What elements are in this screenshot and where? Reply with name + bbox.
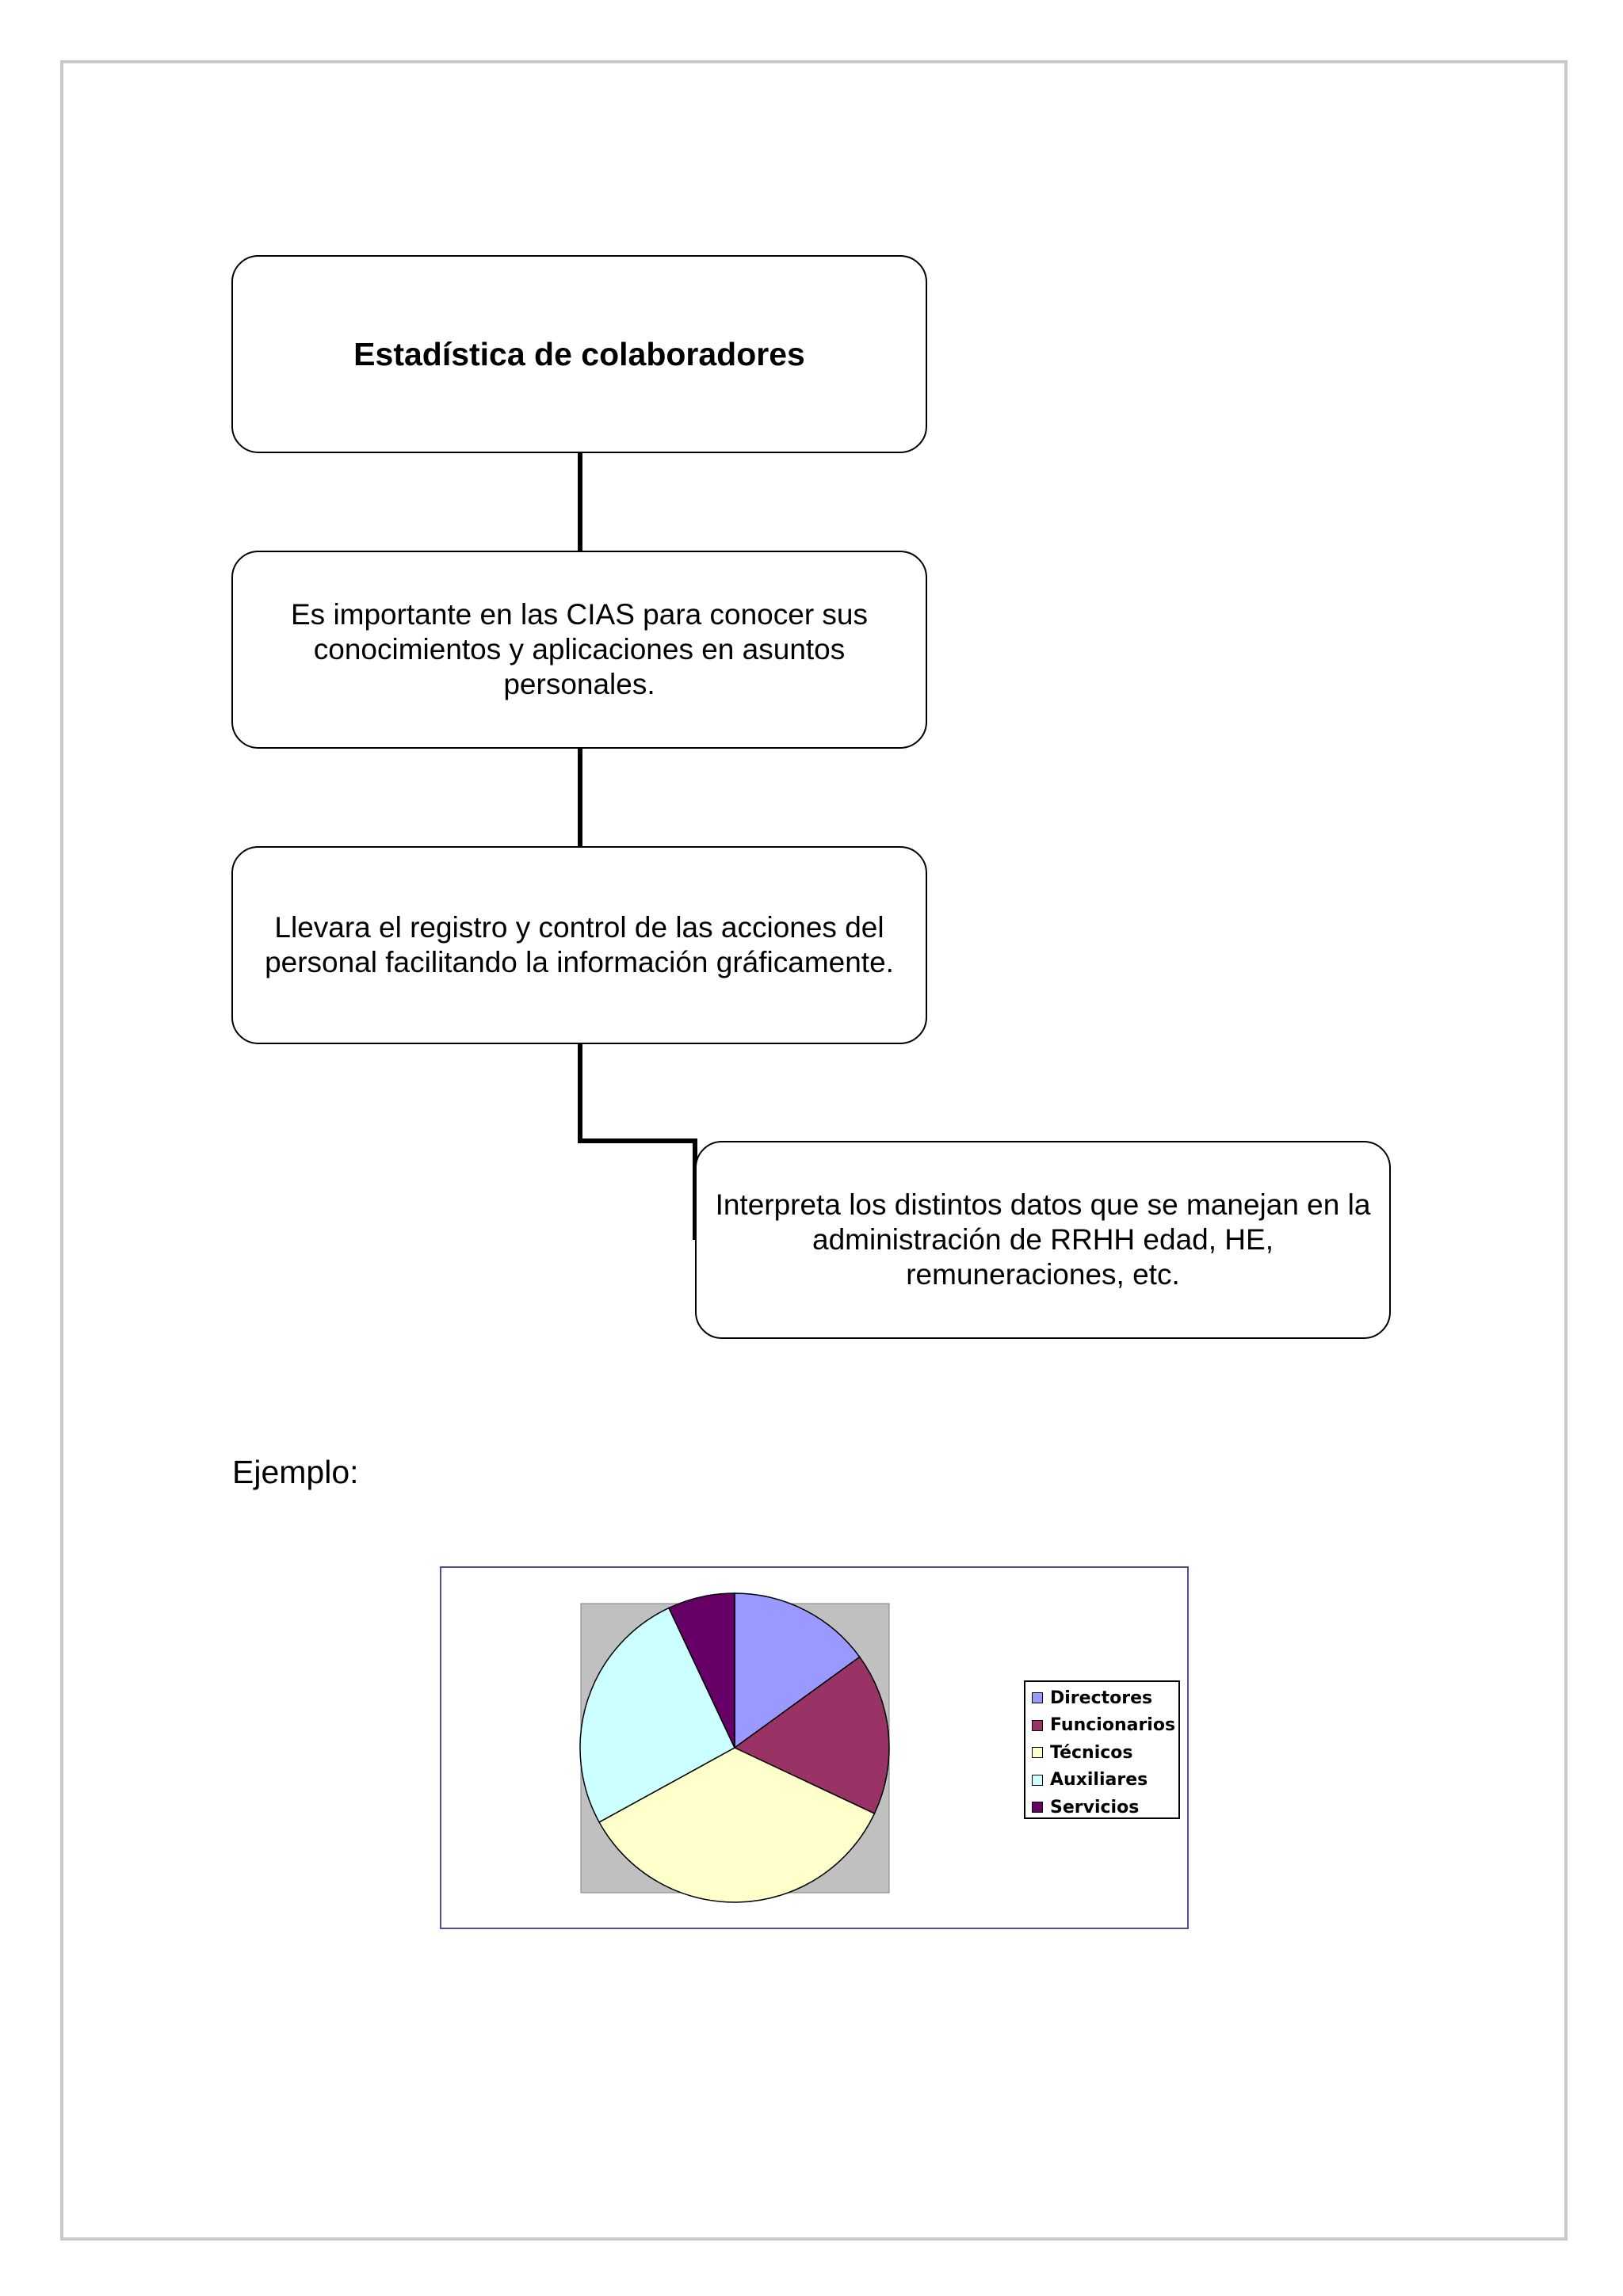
flowchart-node-importance (231, 551, 927, 749)
ejemplo-label: Ejemplo: (232, 1454, 359, 1490)
legend-swatch (1032, 1720, 1043, 1731)
legend-swatch (1032, 1747, 1043, 1758)
legend-item (1032, 1712, 1178, 1740)
legend-swatch (1032, 1692, 1043, 1703)
legend-label: Directores (1050, 1688, 1153, 1708)
flowchart-node-registro (231, 846, 927, 1044)
node-title-text: Estadística de colaboradores (353, 336, 805, 372)
legend-swatch (1032, 1775, 1043, 1786)
legend-label: Servicios (1050, 1797, 1140, 1817)
legend-item (1032, 1739, 1178, 1767)
node-interpreta-text: Interpreta los distintos datos que se manejan en la administración de RRHH edad, HE, remuneraciones, etc. (715, 1188, 1371, 1291)
legend-label: Auxiliares (1050, 1770, 1148, 1791)
flowchart-node-interpreta (695, 1141, 1391, 1339)
legend-item (1032, 1684, 1178, 1712)
legend-label: Funcionarios (1050, 1715, 1176, 1736)
pie-chart-frame (440, 1566, 1189, 1929)
pie-legend (1024, 1680, 1180, 1819)
node-importance-text: Es importante en las CIAS para conocer sus conocimientos y aplicaciones en asuntos personales. (290, 598, 869, 700)
legend-item (1032, 1794, 1178, 1821)
node-registro-text: Llevara el registro y control de las acciones del personal facilitando la información gráficamente. (265, 911, 894, 978)
legend-label: Técnicos (1050, 1742, 1133, 1763)
legend-item (1032, 1767, 1178, 1794)
connector-registro-interpreta (580, 1044, 695, 1240)
flowchart-node-title (231, 255, 927, 453)
legend-swatch (1032, 1802, 1043, 1813)
